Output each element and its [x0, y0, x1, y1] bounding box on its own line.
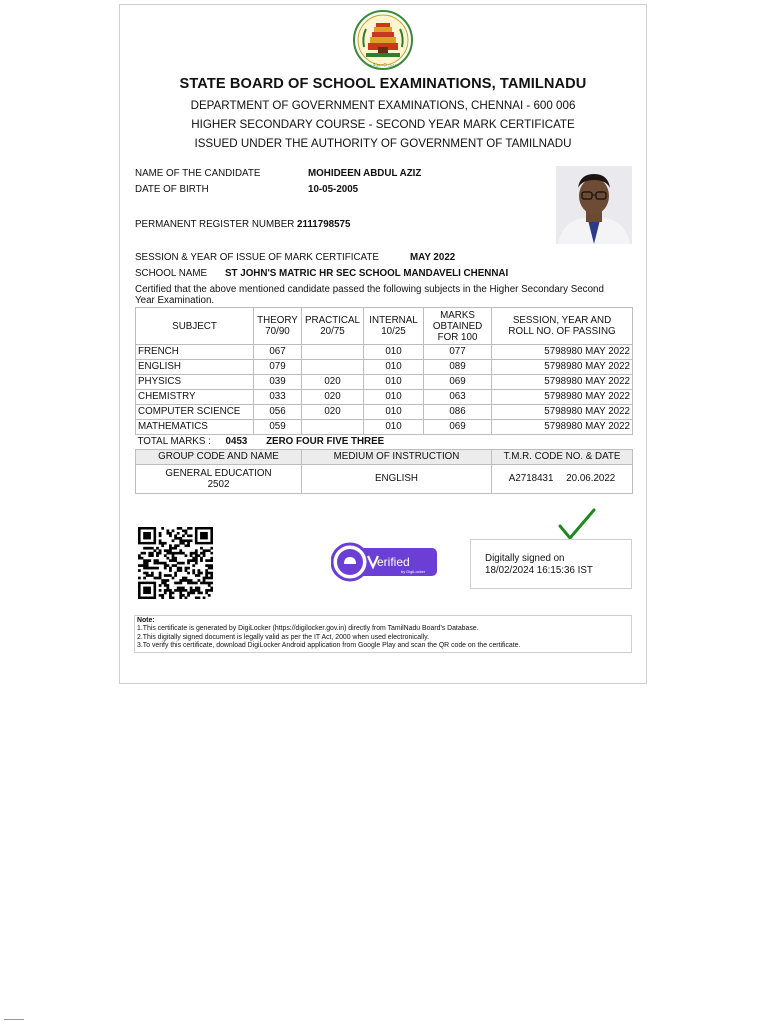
candidate-dob: 10-05-2005 [308, 184, 359, 195]
register-number: 2111798575 [297, 219, 351, 230]
cell-subject: FRENCH [136, 345, 254, 360]
table-header-row [136, 308, 633, 345]
cell-passing: 5798980 MAY 2022 [492, 390, 633, 405]
cell-internal: 010 [364, 390, 424, 405]
cell-passing: 5798980 MAY 2022 [492, 345, 633, 360]
qr-code-icon[interactable] [138, 527, 213, 599]
register-row [135, 219, 350, 230]
cell-practical [302, 345, 364, 360]
total-value: 0453 [225, 436, 248, 447]
cell-total: 069 [424, 375, 492, 390]
cell-subject: COMPUTER SCIENCE [136, 405, 254, 420]
cell-theory: 033 [254, 390, 302, 405]
cell-passing: 5798980 MAY 2022 [492, 360, 633, 375]
total-words: ZERO FOUR FIVE THREE [266, 436, 385, 447]
cell-passing: 5798980 MAY 2022 [492, 405, 633, 420]
school-label: SCHOOL NAME [135, 268, 208, 279]
cell-passing: 5798980 MAY 2022 [492, 420, 633, 435]
certified-text: Certified that the above mentioned candidate passed the following subjects in the Higher Secondary Second Year Examination. [135, 284, 604, 306]
cell-theory: 079 [254, 360, 302, 375]
note-item: 3.To verify this certificate, download DigiLocker Android application from Google Play and scan the QR code on the certificate. [137, 642, 521, 650]
header-theory: THEORY 70/90 [254, 308, 302, 345]
group-header-row [136, 450, 633, 465]
table-row [136, 360, 633, 375]
table-row [136, 375, 633, 390]
cell-total: 069 [424, 420, 492, 435]
digital-signature-box [470, 539, 632, 589]
cell-total: 077 [424, 345, 492, 360]
cell-internal: 010 [364, 375, 424, 390]
tmr-label: T.M.R. CODE NO. & DATE [492, 450, 633, 465]
verified-badge-icon [331, 542, 437, 582]
cell-subject: ENGLISH [136, 360, 254, 375]
cell-theory: 056 [254, 405, 302, 420]
notes-title: Note: [137, 617, 155, 624]
cell-total: 089 [424, 360, 492, 375]
state-emblem-icon [352, 9, 414, 73]
total-row [136, 435, 633, 450]
tmr-code: A2718431 [508, 473, 554, 484]
note-item: 2.This digitally signed document is legally valid as per the IT Act, 2000 when used electronically. [137, 633, 429, 641]
dob-label: DATE OF BIRTH [135, 184, 209, 195]
authority-line: ISSUED UNDER THE AUTHORITY OF GOVERNMENT OF TAMILNADU [194, 137, 572, 150]
signed-label: Digitally signed on [485, 553, 565, 564]
cell-practical: 020 [302, 375, 364, 390]
header-session: SESSION, YEAR AND ROLL NO. OF PASSING [492, 308, 633, 345]
notes-box [134, 615, 632, 653]
note-item: 1.This certificate is generated by DigiLocker (https://digilocker.gov.in) directly from TamilNadu Board's Database. [137, 625, 479, 633]
cell-internal: 010 [364, 420, 424, 435]
medium-value: ENGLISH [302, 465, 492, 494]
cell-theory: 059 [254, 420, 302, 435]
course-line: HIGHER SECONDARY COURSE - SECOND YEAR MARK CERTIFICATE [191, 118, 575, 131]
cell-internal: 010 [364, 405, 424, 420]
session-label: SESSION & YEAR OF ISSUE OF MARK CERTIFICATE [135, 252, 379, 263]
cell-practical: 020 [302, 405, 364, 420]
cell-passing: 5798980 MAY 2022 [492, 375, 633, 390]
badge-text: erified [377, 555, 410, 569]
group-code: 2502 [207, 479, 230, 490]
register-label: PERMANENT REGISTER NUMBER [135, 219, 295, 230]
signed-datetime: 18/02/2024 16:15:36 IST [485, 565, 593, 576]
group-name: GENERAL EDUCATION [165, 468, 272, 479]
cell-internal: 010 [364, 345, 424, 360]
school-name: ST JOHN'S MATRIC HR SEC SCHOOL MANDAVELI CHENNAI [225, 268, 509, 279]
page-edge-mark [4, 1019, 24, 1020]
checkmark-icon [558, 508, 596, 540]
header-subject: SUBJECT [136, 308, 254, 345]
medium-label: MEDIUM OF INSTRUCTION [302, 450, 492, 465]
header-marks: MARKS OBTAINED FOR 100 [424, 308, 492, 345]
header-internal: INTERNAL 10/25 [364, 308, 424, 345]
emblem-text: தமிழ்நாடு அரசு [368, 62, 398, 67]
cell-total: 063 [424, 390, 492, 405]
table-row [136, 420, 633, 435]
cell-theory: 039 [254, 375, 302, 390]
department-line: DEPARTMENT OF GOVERNMENT EXAMINATIONS, CHENNAI - 600 006 [190, 99, 576, 112]
cell-subject: MATHEMATICS [136, 420, 254, 435]
tmr-date: 20.06.2022 [566, 473, 616, 484]
cell-internal: 010 [364, 360, 424, 375]
candidate-name: MOHIDEEN ABDUL AZIZ [308, 168, 422, 179]
group-value-row [136, 465, 633, 494]
cell-total: 086 [424, 405, 492, 420]
badge-subtext: by DigiLocker [401, 569, 426, 574]
candidate-photo [556, 166, 632, 244]
table-row [136, 345, 633, 360]
total-label: TOTAL MARKS : [137, 436, 211, 447]
header-practical: PRACTICAL 20/75 [302, 308, 364, 345]
cell-practical: 020 [302, 390, 364, 405]
cell-subject: CHEMISTRY [136, 390, 254, 405]
table-row [136, 405, 633, 420]
cell-theory: 067 [254, 345, 302, 360]
table-row [136, 390, 633, 405]
cell-practical [302, 420, 364, 435]
name-label: NAME OF THE CANDIDATE [135, 168, 261, 179]
group-label: GROUP CODE AND NAME [136, 450, 302, 465]
board-title: STATE BOARD OF SCHOOL EXAMINATIONS, TAMILNADU [179, 76, 587, 92]
session-value: MAY 2022 [410, 252, 456, 263]
cell-practical [302, 360, 364, 375]
cell-subject: PHYSICS [136, 375, 254, 390]
marks-table [135, 307, 633, 494]
